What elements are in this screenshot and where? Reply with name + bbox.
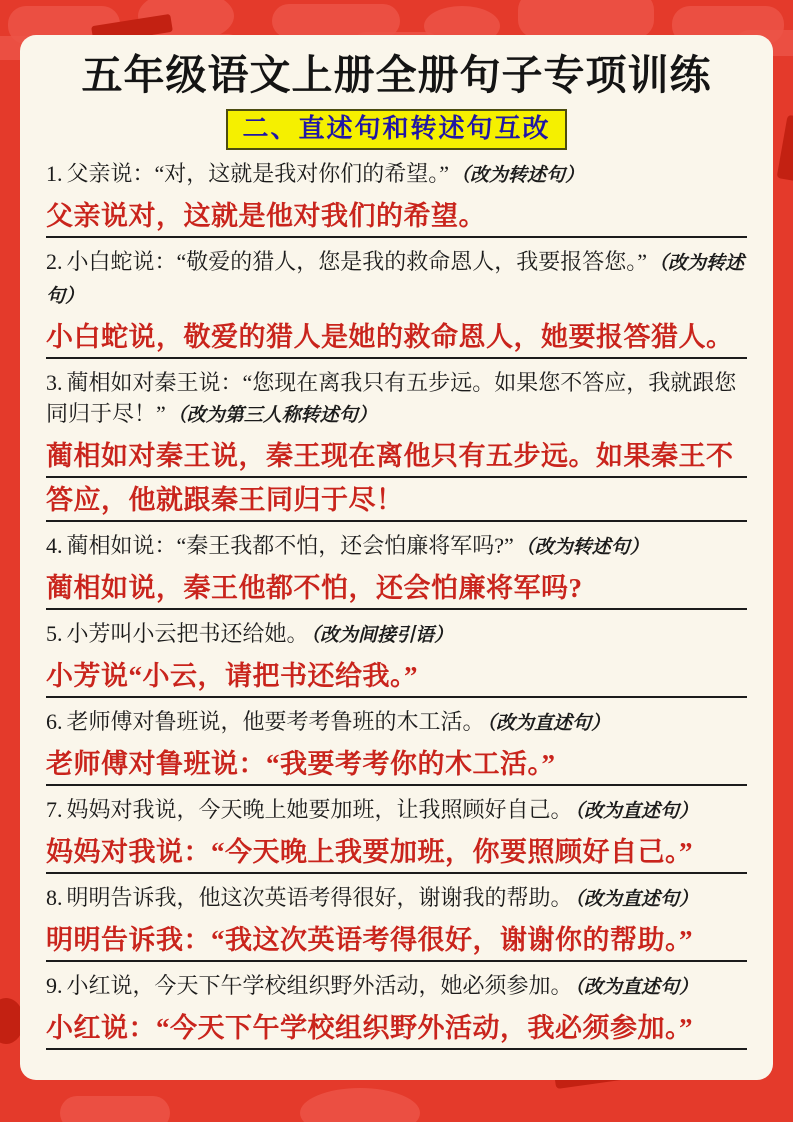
decor-blob: [60, 1096, 170, 1122]
question-number: 4.: [46, 533, 63, 558]
decor-blob: [300, 1088, 420, 1122]
worksheet-card: [20, 35, 773, 1080]
exercise-item-1: [46, 158, 747, 238]
question-sentence: 小红说，今天下午学校组织野外活动，她必须参加。: [66, 973, 573, 998]
question-number: 5.: [46, 621, 63, 646]
question-text: [46, 618, 747, 651]
question-text: [46, 246, 747, 312]
question-number: 9.: [46, 973, 63, 998]
section-heading: 二、直述句和转述句互改: [226, 109, 566, 150]
question-sentence: 蔺相如说：“秦王我都不怕，还会怕廉将军吗?”: [66, 533, 514, 558]
question-text: [46, 530, 747, 563]
question-sentence: 小白蛇说：“敬爱的猎人，您是我的救命恩人，我要报答您。”: [66, 249, 648, 274]
question-sentence: 蔺相如对秦王说：“您现在离我只有五步远。如果您不答应，我就跟您同归于尽！”: [46, 370, 737, 426]
answer-text: 蔺相如说，秦王他都不怕，还会怕廉将军吗?: [46, 566, 747, 610]
exercise-item-8: [46, 882, 747, 962]
instruction-note: （改为转述句）: [515, 537, 649, 558]
question-sentence: 老师傅对鲁班说，他要考考鲁班的木工活。: [66, 709, 485, 734]
answer-text: 蔺相如对秦王说，秦王现在离他只有五步远。如果秦王不答应，他就跟秦王同归于尽！: [46, 434, 747, 522]
instruction-note: （改为直述句）: [574, 889, 699, 910]
exercise-item-6: [46, 706, 747, 786]
question-number: 3.: [46, 370, 63, 395]
exercise-item-4: [46, 530, 747, 610]
answer-text: 老师傅对鲁班说：“我要考考你的木工活。”: [46, 742, 747, 786]
question-number: 8.: [46, 885, 63, 910]
decor-blob: [518, 0, 654, 38]
answer-text: 妈妈对我说：“今天晚上我要加班，你要照顾好自己。”: [46, 830, 747, 874]
question-sentence: 妈妈对我说，今天晚上她要加班，让我照顾好自己。: [66, 797, 573, 822]
question-number: 7.: [46, 797, 63, 822]
instruction-note: （改为第三人称转述句）: [167, 405, 377, 426]
question-text: [46, 367, 747, 431]
question-number: 1.: [46, 161, 63, 186]
question-number: 2.: [46, 249, 63, 274]
exercise-item-9: [46, 970, 747, 1050]
exercise-item-2: [46, 246, 747, 359]
page-title: 五年级语文上册全册句子专项训练: [81, 52, 712, 98]
question-number: 6.: [46, 709, 63, 734]
answer-text: 小芳说“小云，请把书还给我。”: [46, 654, 747, 698]
instruction-note: （改为直述句）: [574, 977, 699, 998]
question-text: [46, 882, 747, 915]
exercise-item-5: [46, 618, 747, 698]
answer-text: 小白蛇说，敬爱的猎人是她的救命恩人，她要报答猎人。: [46, 315, 747, 359]
question-sentence: 小芳叫小云把书还给她。: [66, 621, 309, 646]
answer-text: 父亲说对，这就是他对我们的希望。: [46, 194, 747, 238]
question-text: [46, 794, 747, 827]
decor-ribbon-right: [777, 115, 793, 182]
instruction-note: （改为转述句）: [46, 253, 745, 307]
instruction-note: （改为间接引语）: [310, 625, 454, 646]
question-sentence: 明明告诉我，他这次英语考得很好，谢谢我的帮助。: [66, 885, 573, 910]
exercise-item-7: [46, 794, 747, 874]
answer-text: 小红说：“今天下午学校组织野外活动，我必须参加。”: [46, 1006, 747, 1050]
question-text: [46, 970, 747, 1003]
question-text: [46, 706, 747, 739]
instruction-note: （改为直述句）: [486, 713, 611, 734]
question-text: [46, 158, 747, 191]
section-heading-row: [46, 109, 747, 150]
exercise-list: [46, 158, 747, 1050]
exercise-item-3: [46, 367, 747, 522]
question-sentence: 父亲说：“对，这就是我对你们的希望。”: [66, 161, 450, 186]
instruction-note: （改为转述句）: [451, 165, 585, 186]
answer-text: 明明告诉我：“我这次英语考得很好，谢谢你的帮助。”: [46, 918, 747, 962]
instruction-note: （改为直述句）: [574, 801, 699, 822]
